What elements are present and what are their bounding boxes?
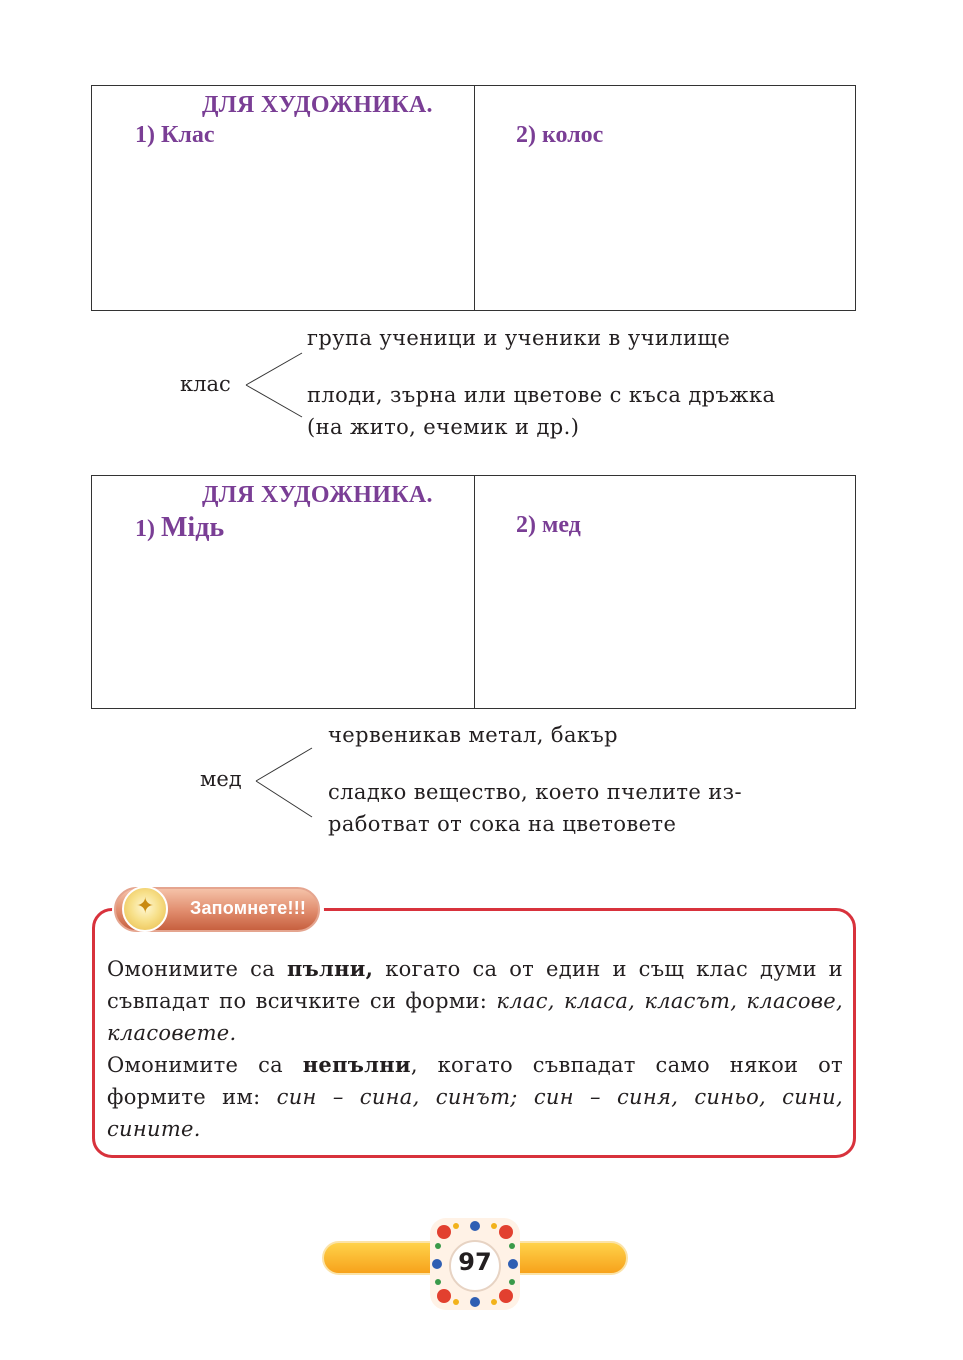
drawing-table-1 (91, 85, 856, 311)
badge-label: Запомнете!!! (190, 898, 307, 918)
homonym-meaning-1: червеникав метал, бакър (328, 723, 619, 747)
rule-partial-homonyms (107, 1049, 843, 1145)
lightbulb-icon: ✦ (122, 886, 168, 932)
homonym-word: мед (200, 767, 242, 791)
table-heading: ДЛЯ ХУДОЖНИКА. (202, 92, 433, 118)
rule-examples: клас, класа, класът, класове, класовете. (107, 989, 843, 1045)
rule-examples: син – сина, синът; син – синя, синьо, сини, сините. (107, 1085, 843, 1141)
rule-term: пълни, (286, 956, 374, 981)
rule-text: когато са от един и същ клас думи и съвпадат по всичките си форми: (107, 957, 843, 1013)
table-left-label (135, 512, 224, 544)
rule-term: непълни (302, 1052, 411, 1077)
table-right-label: 2) мед (516, 512, 581, 538)
table-left-label: 1) Клас (135, 122, 215, 148)
rule-text: , когато съвпадат само някои от формите им: (107, 1053, 843, 1109)
rule-text: Омонимите са (107, 957, 287, 981)
table-divider (474, 86, 475, 310)
page-number-footer (322, 1218, 628, 1310)
homonym-meaning-2-line-1: плоди, зърна или цветове с къса дръжка (307, 383, 776, 407)
remember-badge (112, 884, 324, 936)
page-number: 97 (458, 1248, 492, 1276)
branch-lines (254, 747, 314, 819)
homonym-meaning-2-line-1: сладко вещество, което пчелите из- (328, 780, 743, 804)
table-heading: ДЛЯ ХУДОЖНИКА. (202, 482, 433, 508)
drawing-table-2 (91, 475, 856, 709)
homonym-meaning-1: група ученици и ученики в училище (307, 326, 731, 350)
remember-box (92, 908, 856, 1158)
homonym-word: клас (180, 372, 231, 396)
rule-text: Омонимите са (107, 1053, 303, 1077)
table-right-label: 2) колос (516, 122, 604, 148)
homonym-meaning-2-line-2: работват от сока на цветовете (328, 812, 677, 836)
remember-text (107, 953, 843, 1145)
table-left-number: 1) (135, 516, 155, 542)
homonym-meaning-2-line-2: (на жито, ечемик и др.) (307, 415, 580, 439)
table-divider (474, 476, 475, 708)
rule-full-homonyms (107, 953, 843, 1049)
table-left-word: Мідь (161, 512, 225, 543)
branch-lines (244, 352, 304, 418)
